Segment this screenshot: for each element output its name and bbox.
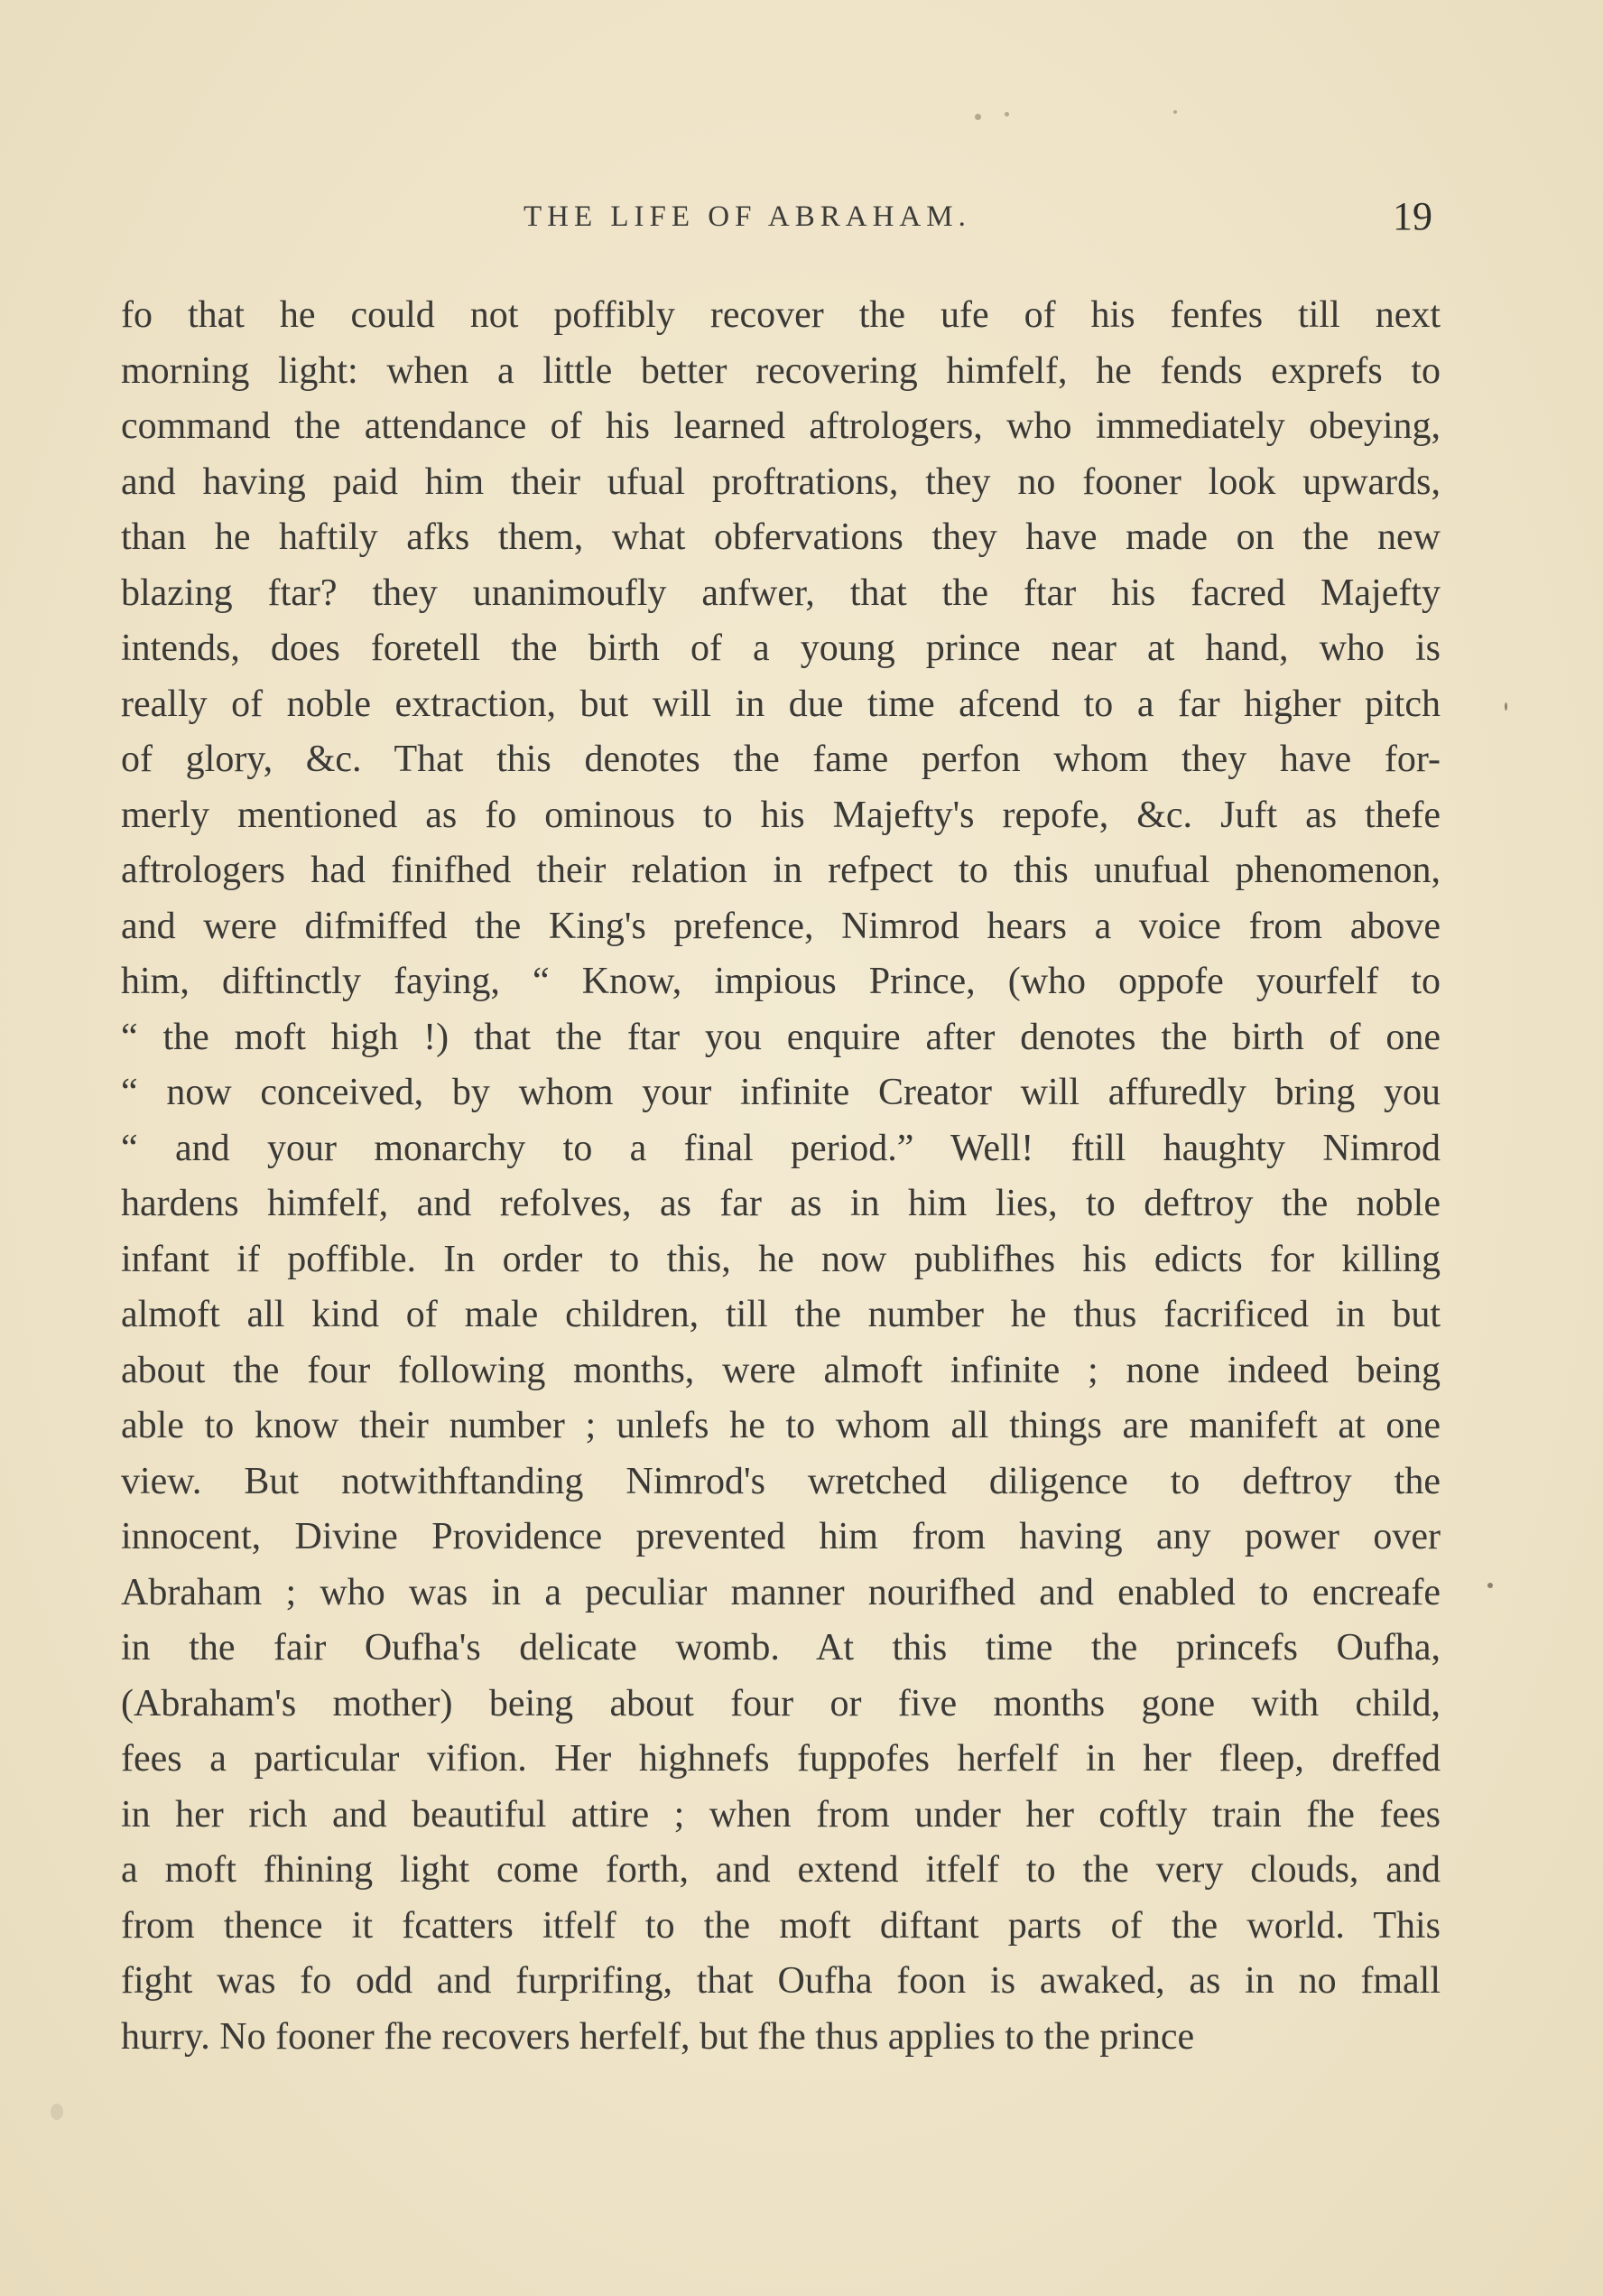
text-line: and having paid him their ufual proftrations, they no fooner look upwards,: [121, 460, 1441, 503]
paper-speck: [51, 2104, 63, 2120]
text-line: blazing ftar? they unanimoufly anfwer, that the ftar his facred Majefty: [121, 572, 1441, 614]
text-line: able to know their number ; unlefs he to whom all things are manifeft at one: [121, 1405, 1441, 1446]
page-number: 19: [1393, 194, 1432, 238]
text-line: aftrologers had finifhed their relation in refpect to this unufual phenomenon,: [121, 850, 1441, 891]
text-line: hardens himfelf, and refolves, as far as in him lies, to deftroy the noble: [121, 1183, 1441, 1224]
text-line: fees a particular vifion. Her highnefs fuppofes herfelf in her fleep, dreffed: [121, 1738, 1441, 1780]
text-line: view. But notwithftanding Nimrod's wretched diligence to deftroy the: [121, 1460, 1441, 1502]
text-line: Abraham ; who was in a peculiar manner nourifhed and enabled to encreafe: [121, 1571, 1441, 1613]
text-line: merly mentioned as fo ominous to his Majefty's repofe, &c. Juft as thefe: [121, 794, 1441, 836]
text-line: intends, does foretell the birth of a young prince near at hand, who is: [121, 627, 1441, 669]
paper-speck: [1005, 112, 1009, 116]
text-line: about the four following months, were almoft infinite ; none indeed being: [121, 1349, 1441, 1391]
text-line: fight was fo odd and furprifing, that Oufha foon is awaked, as in no fmall: [121, 1960, 1441, 2002]
text-line: “ the moft high !) that the ftar you enquire after denotes the birth of one: [121, 1016, 1441, 1058]
text-line: “ and your monarchy to a final period.” Well! ftill haughty Nimrod: [121, 1127, 1441, 1169]
text-line: in the fair Oufha's delicate womb. At this time the princefs Oufha,: [121, 1627, 1441, 1669]
text-line: almoft all kind of male children, till the number he thus facrificed in but: [121, 1294, 1441, 1335]
text-line: him, diftinctly faying, “ Know, impious Prince, (who oppofe yourfelf to: [121, 961, 1441, 1002]
paper-speck: [1505, 702, 1507, 711]
paper-speck: [975, 114, 981, 120]
text-line: and were difmiffed the King's prefence, Nimrod hears a voice from above: [121, 905, 1441, 947]
paper-speck: [1487, 1583, 1493, 1588]
text-line: fo that he could not poffibly recover the ufe of his fenfes till next: [121, 294, 1441, 336]
text-line: (Abraham's mother) being about four or five months gone with child,: [121, 1682, 1441, 1724]
text-line: a moft fhining light come forth, and extend itfelf to the very clouds, and: [121, 1849, 1441, 1891]
text-line: morning light: when a little better recovering himfelf, he fends exprefs to: [121, 349, 1441, 392]
text-line: really of noble extraction, but will in due time afcend to a far higher pitch: [121, 683, 1441, 725]
text-line: in her rich and beautiful attire ; when from under her coftly train fhe fees: [121, 1793, 1441, 1836]
text-line: of glory, &c. That this denotes the fame perfon whom they have for-: [121, 739, 1441, 780]
text-line: hurry. No fooner fhe recovers herfelf, but fhe thus applies to the prince: [121, 2015, 1195, 2058]
text-line: innocent, Divine Providence prevented him from having any power over: [121, 1516, 1441, 1557]
running-title: THE LIFE OF ABRAHAM.: [524, 200, 971, 233]
text-line: command the attendance of his learned aftrologers, who immediately obeying,: [121, 405, 1441, 447]
text-line: infant if poffible. In order to this, he now publifhes his edicts for killing: [121, 1238, 1441, 1280]
paper-speck: [1173, 110, 1177, 114]
body-text: [121, 288, 1441, 2065]
text-line: from thence it fcatters itfelf to the moft diftant parts of the world. This: [121, 1904, 1441, 1947]
text-line: than he haftily afks them, what obfervations they have made on the new: [121, 516, 1441, 558]
text-line: “ now conceived, by whom your infinite Creator will affuredly bring you: [121, 1072, 1441, 1113]
